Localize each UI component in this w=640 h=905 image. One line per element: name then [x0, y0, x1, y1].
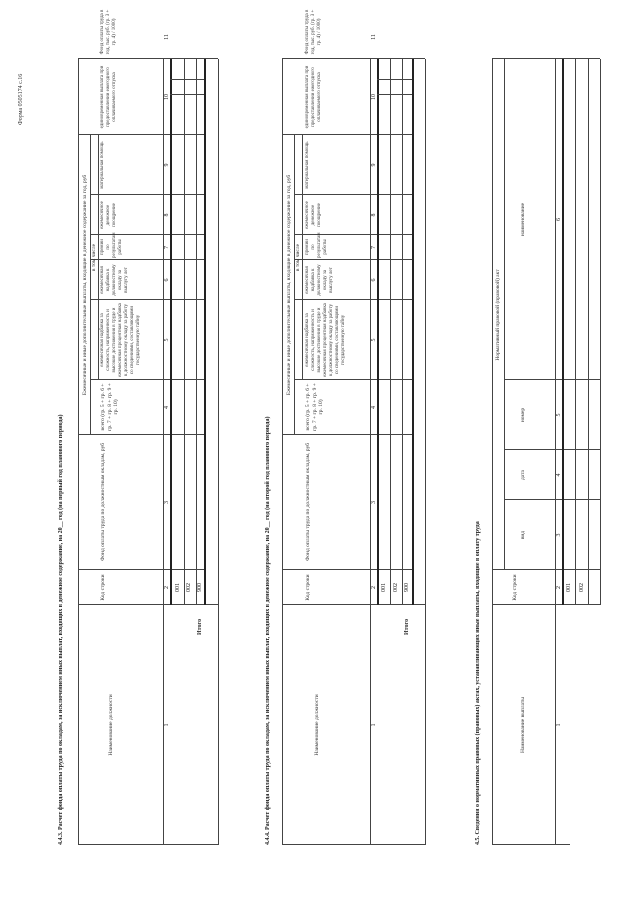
s45-act-group-header: Нормативный правовой (правовой) акт — [495, 269, 501, 361]
s444-fund-header: Фонд оплаты труда по должностным окладам, руб — [305, 442, 311, 562]
s443-total-header: всего (гр. 5 + гр. 6 + гр. 7 + гр. 8 + гр. 9 + гр. 10) — [100, 383, 120, 431]
s444-col-div — [294, 259, 412, 260]
s443-in-that-label: в том числе — [91, 243, 97, 272]
s444-total-header: всего (гр. 5 + гр. 6 + гр. 7 + гр. 8 + гр. 9 + гр. 10) — [305, 383, 325, 431]
s45-row-001 — [575, 59, 576, 605]
s444-total-label: Итого — [404, 618, 410, 635]
s443-c8-header: ежемесячное денежное поощрение — [100, 201, 117, 229]
s444-row-002 — [402, 59, 403, 605]
s443-col-div — [90, 194, 204, 195]
s444-col-div — [294, 379, 412, 380]
s444-col-div — [294, 194, 412, 195]
s45-act-group-line — [504, 59, 505, 570]
s444-colnum-4: 4 — [371, 406, 377, 409]
s443-c5-header: ежемесячная надбавка за сложность, напряженность и высокие достижения в труде и ежемесячная процентная надбавка к должностному окладу за работу со сведениями, составляющими государственную тайну — [100, 303, 141, 377]
s45-col-div — [504, 499, 600, 500]
s444-colnum-2: 2 — [371, 586, 377, 589]
form-code: Форма 0505174 с.16 — [18, 73, 24, 125]
s443-total-row — [204, 59, 206, 605]
s444-row-001 — [390, 59, 391, 605]
s45-code-001: 001 — [566, 583, 572, 592]
s443-col-div — [90, 379, 204, 380]
s444-c11-header: Фонд оплаты труда в год, тыс. руб. (гр. 3 + гр. 4) / 1000) — [305, 9, 322, 55]
s443-total-label: Итого — [197, 618, 203, 635]
s444-colnum-8: 8 — [371, 213, 377, 217]
s444-group-header: Ежемесячные и иные дополнительные выплаты, входящие в денежное содержание за год, руб — [286, 174, 292, 396]
s444-total-code: 900 — [404, 583, 410, 592]
s444-code-header: Код строки — [305, 574, 311, 601]
s444-c9-header: материальная помощь — [305, 141, 310, 189]
s45-name-header: наименование — [520, 202, 526, 237]
s444-in-that-label: в том числе — [295, 243, 301, 272]
s443-colnum-3: 3 — [164, 501, 170, 504]
s443-colnum-9: 9 — [164, 163, 170, 167]
s443-col-div — [90, 259, 204, 260]
s443-code-001: 001 — [175, 583, 181, 592]
s45-right-border — [492, 58, 600, 59]
s443-c9-header: материальная помощь — [100, 141, 105, 189]
s443-col11-inner — [170, 94, 204, 95]
s45-colnum-5: 5 — [556, 413, 562, 417]
s443-col-div — [90, 299, 204, 300]
s443-top-border — [78, 59, 79, 845]
s444-colnum-10: 10 — [371, 94, 377, 100]
s443-colnum-4: 4 — [164, 406, 170, 409]
s444-colnum-7: 7 — [371, 246, 377, 249]
s444-colnum-6: 6 — [371, 278, 377, 282]
s443-colnum-10: 10 — [164, 94, 170, 100]
s443-colnum-2: 2 — [164, 586, 170, 589]
s45-col-div — [504, 379, 600, 380]
s443-row-001 — [184, 59, 185, 605]
s444-left-border — [282, 844, 425, 845]
s443-c7-header: премии по результатам работы — [100, 232, 123, 258]
s443-number-row-bottom — [170, 59, 172, 605]
s444-colnum-9: 9 — [371, 163, 377, 167]
section-444-title: 4.4.4. Расчет фонда оплаты труда по окладам, за исключением иных выплат, входящих в денежное содержание, на 20__ год (на второй год планового периода) — [265, 416, 271, 845]
s444-total-row — [412, 59, 414, 605]
s443-fund-header: Фонд оплаты труда по должностным окладам, руб — [100, 442, 106, 562]
s45-row-002 — [588, 59, 589, 605]
s444-c10-header: единовременная выплата при предоставлении ежегодного оплачиваемого отпуска — [305, 65, 322, 129]
s443-left-border — [78, 844, 218, 845]
s443-colnum-6: 6 — [164, 278, 170, 282]
s45-top-border — [492, 59, 493, 845]
s443-group-header: Ежемесячные и иные дополнительные выплаты, входящие в денежное содержание за год, руб — [82, 174, 88, 396]
section-45-title: 4.5. Сведения о нормативных правовых (правовых) актах, устанавливающих иные выплаты, входящие в оплату труда — [475, 521, 481, 845]
s45-colnum-3: 3 — [556, 533, 562, 537]
s45-colnum-2: 2 — [556, 586, 562, 589]
s444-code-001: 001 — [381, 583, 387, 592]
s443-bottom-border — [218, 59, 219, 845]
s444-right-border — [282, 58, 425, 59]
s444-col-div — [282, 434, 412, 435]
s444-c8-header: ежемесячное денежное поощрение — [305, 201, 322, 229]
s444-top-border — [282, 59, 283, 845]
s45-colnum-1: 1 — [556, 723, 562, 727]
s45-bottom-border — [600, 59, 601, 605]
s45-number-header: номер — [520, 407, 526, 423]
s444-position-header: Наименование должности — [314, 694, 320, 756]
s45-payment-name-header: Наименование выплаты — [520, 696, 526, 754]
s45-code-002: 002 — [579, 583, 585, 592]
s443-colnum-7: 7 — [164, 246, 170, 249]
s444-c6-header: ежемесячная надбавка к должностному окладу за выслугу лет — [305, 264, 334, 296]
s45-number-row-bottom — [562, 59, 564, 605]
s443-col-div — [78, 434, 204, 435]
s444-c5-header: ежемесячная надбавка за сложность, напряженность и высокие достижения в труде и ежемесячная процентная надбавка к должностному окладу за работу со сведениями, составляющими государственную тайну — [305, 303, 346, 377]
s443-colnum-11: 11 — [164, 34, 170, 40]
s444-c7-header: премии по результатам работы — [305, 232, 328, 258]
s444-bottom-border — [425, 59, 426, 845]
s444-colnum-3: 3 — [371, 501, 377, 504]
s443-c6-header: ежемесячная надбавка к должностному окладу за выслугу лет — [100, 264, 129, 296]
s443-colnum-5: 5 — [164, 338, 170, 342]
s444-col-div — [294, 234, 412, 235]
s444-number-row-bottom — [377, 59, 379, 605]
s444-code-002: 002 — [393, 583, 399, 592]
s443-position-header: Наименование должности — [108, 694, 114, 756]
s444-col11-inner — [377, 79, 412, 80]
s444-colnum-11: 11 — [371, 34, 377, 40]
s444-col-div — [294, 299, 412, 300]
s443-colnum-1: 1 — [164, 723, 170, 727]
s443-total-code: 900 — [197, 583, 203, 592]
section-443-title: 4.4.3. Расчет фонда оплаты труда по окладам, за исключением иных выплат, входящих в денежное содержание, на 20__ год (на первый год планового периода) — [58, 414, 64, 845]
s444-col11-inner — [377, 94, 412, 95]
s444-colnum-1: 1 — [371, 723, 377, 727]
s45-kind-header: вид — [520, 530, 526, 540]
s443-col-div — [90, 234, 204, 235]
s45-col-div — [504, 449, 600, 450]
s443-code-002: 002 — [186, 583, 192, 592]
s443-colnum-8: 8 — [164, 213, 170, 217]
s45-date-header: дата — [520, 470, 526, 481]
s443-col-div — [78, 134, 204, 135]
s443-intheat-line — [98, 135, 99, 380]
s45-colnum-4: 4 — [556, 473, 562, 477]
s443-c10-header: единовременная выплата при предоставлении ежегодного оплачиваемого отпуска — [100, 65, 117, 129]
s444-colnum-5: 5 — [371, 338, 377, 342]
s443-c11-header: Фонд оплаты труда в год, тыс. руб. (гр. 3 + гр. 4) / 1000) — [100, 9, 117, 55]
s45-code-header: Код строки — [512, 574, 518, 601]
s443-right-border — [78, 58, 218, 59]
s443-code-header: Код строки — [100, 574, 106, 601]
s45-colnum-6: 6 — [556, 218, 562, 221]
s443-row-002 — [196, 59, 197, 605]
s443-col11-inner — [170, 79, 204, 80]
s444-intheat-line — [302, 135, 303, 380]
